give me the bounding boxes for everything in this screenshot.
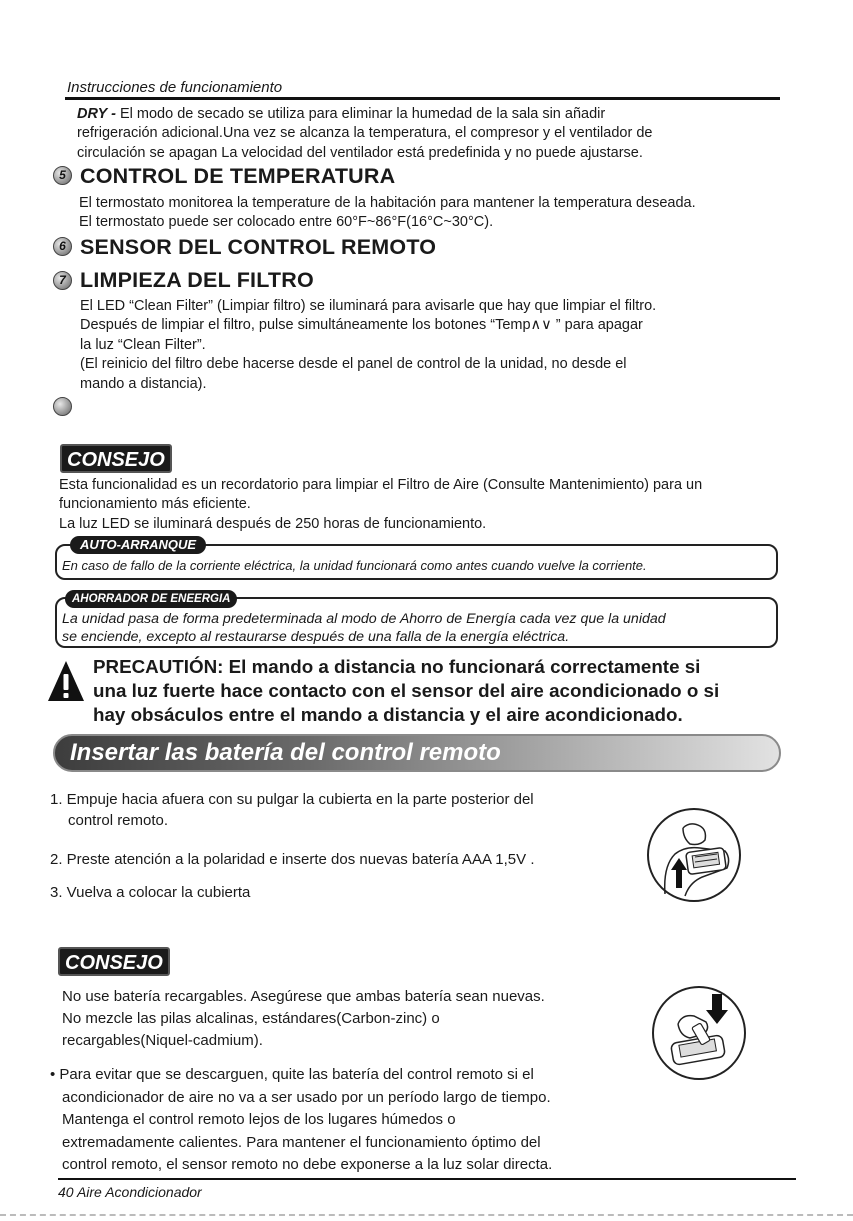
battery-insert-illustration (650, 984, 748, 1087)
energy-saver-line-1: La unidad pasa de forma predeterminada al modo de Ahorro de Energía cada vez que la unidad (62, 611, 666, 627)
consejo-2-text (62, 986, 545, 1052)
dry-line-1: El modo de secado se utiliza para eliminar la humedad de la sala sin añadir (115, 106, 606, 122)
filter-line-3: la luz “Clean Filter”. (80, 336, 206, 353)
bottom-dashed-edge (0, 1214, 853, 1216)
step-1-line-2: control remoto. (68, 812, 169, 829)
header-rule (65, 97, 780, 100)
consejo-2-line-1: No use batería recargables. Asegúrese que ambas batería sean nuevas. (62, 988, 545, 1005)
caution-line-2: una luz fuerte hace contacto con el sensor del aire acondicionado o si (93, 680, 720, 701)
temp-control-text (79, 194, 779, 233)
energy-saver-line-2: se enciende, excepto al restaurarse después de una falla de la energía eléctrica. (62, 629, 570, 645)
remote-cover-removal-illustration (645, 806, 743, 909)
consejo-2-bullet-line-3: Mantenga el control remoto lejos de los lugares húmedos o (62, 1111, 456, 1128)
caution-line-1: PRECAUTIÓN: El mando a distancia no funcionará correctamente si (93, 656, 701, 677)
section-5-title: CONTROL DE TEMPERATURA (80, 164, 396, 188)
dry-line-2: refrigeración adicional.Una vez se alcanza la temperatura, el compresor y el ventilador de (77, 125, 653, 142)
step-1-line-1: 1. Empuje hacia afuera con su pulgar la cubierta en la parte posterior del (50, 791, 534, 808)
consejo-2-bullet-line-4: extremadamente calientes. Para mantener el funcionamiento óptimo del (62, 1133, 541, 1151)
battery-section-title: Insertar las batería del control remoto (70, 739, 501, 766)
warning-icon (46, 659, 86, 708)
filter-line-5: mando a distancia). (80, 375, 207, 392)
consejo-badge-2: CONSEJO (58, 947, 170, 976)
consejo-2-line-3: recargables(Niquel-cadmium). (62, 1032, 263, 1049)
filter-line-1: El LED “Clean Filter” (Limpiar filtro) se iluminará para avisarle que hay que limpiar el filtro. (80, 298, 657, 314)
consejo-2-bullet-line-1: • Para evitar que se descarguen, quite las batería del control remoto si el (50, 1066, 534, 1083)
page-header-title: Instrucciones de funcionamiento (67, 79, 283, 96)
consejo-1-text (59, 476, 779, 534)
section-7-title: LIMPIEZA DEL FILTRO (80, 268, 314, 292)
section-6-title: SENSOR DEL CONTROL REMOTO (80, 235, 437, 259)
consejo-1-line-2: funcionamiento más eficiente. (59, 496, 251, 513)
dry-label: DRY - (77, 106, 116, 122)
auto-restart-label: AUTO-ARRANQUE (70, 536, 206, 554)
temp-line-1: El termostato monitorea la temperature de la habitación para mantener la temperatura deseada. (79, 195, 696, 211)
filter-text (80, 297, 780, 394)
step-1 (50, 789, 534, 831)
consejo-1-line-1: Esta funcionalidad es un recordatorio para limpiar el Filtro de Aire (Consulte Mantenimiento) para un (59, 477, 703, 493)
step-2: 2. Preste atención a la polaridad e inserte dos nuevas batería AAA 1,5V . (50, 851, 535, 868)
dry-line-3: circulación se apagan La velocidad del ventilador está predefinida y no puede ajustarse. (77, 144, 643, 161)
caution-text (93, 655, 719, 727)
consejo-2-bullet (50, 1064, 552, 1177)
step-3: 3. Vuelva a colocar la cubierta (50, 884, 251, 901)
filter-line-4: (El reinicio del filtro debe hacerse desde el panel de control de la unidad, no desde el (80, 356, 627, 373)
filter-line-2: Después de limpiar el filtro, pulse simultáneamente los botones “Temp∧∨ ” para apagar (80, 317, 643, 334)
footer-rule (58, 1178, 796, 1180)
consejo-1-line-3: La luz LED se iluminará después de 250 horas de funcionamiento. (59, 515, 487, 532)
consejo-2-bullet-line-2: acondicionador de aire no va a ser usado por un período largo de tiempo. (62, 1088, 551, 1106)
consejo-2-bullet-line-5: control remoto, el sensor remoto no debe exponerse a la luz solar directa. (62, 1156, 553, 1173)
consejo-badge-1: CONSEJO (60, 444, 172, 473)
section-6-number-icon: 6 (53, 237, 72, 256)
consejo-2-line-2: No mezcle las pilas alcalinas, estándares(Carbon-zinc) o (62, 1010, 440, 1027)
auto-restart-text: En caso de fallo de la corriente eléctrica, la unidad funcionará como antes cuando vuelve la corriente. (62, 558, 647, 573)
caution-line-3: hay obsáculos entre el mando a distancia y el aire acondicionado. (93, 704, 683, 725)
section-5-number-icon: 5 (53, 166, 72, 185)
dry-paragraph (77, 105, 777, 163)
energy-saver-label: AHORRADOR DE ENEERGIA (65, 590, 237, 608)
section-7-number-icon: 7 (53, 271, 72, 290)
empty-bullet-icon (53, 397, 72, 416)
energy-saver-text (62, 610, 666, 646)
temp-line-2: El termostato puede ser colocado entre 60°F~86°F(16°C~30°C). (79, 214, 494, 231)
footer-page-label: 40 Aire Acondicionador (58, 1184, 202, 1200)
